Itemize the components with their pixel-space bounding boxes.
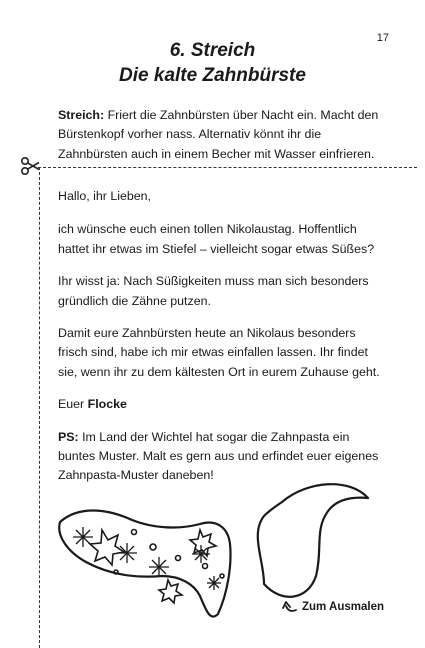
coloring-hint-label: Zum Ausmalen [302,601,385,613]
letter-paragraph-2: Ihr wisst ja: Nach Süßigkeiten muss man sich besonders gründlich die Zähne putzen. [58,274,369,308]
letter-closing [58,395,386,414]
letter-paragraph-3: Damit eure Zahnbürsten heute an Nikolaus besonders frisch sind, habe ich mir etwas einfallen lassen. Ihr findet sie, wenn ihr zu dem kältesten Ort in eurem Zuhause geht. [58,326,380,379]
scissors-icon [20,156,40,176]
instructions-text: Friert die Zahnbürsten über Nacht ein. Macht den Bürstenkopf vorher nass. Alternativ könnt ihr die Zahnbürsten auch in einem Becher mit Wasser einfrieren. [58,108,379,161]
letter-greeting: Hallo, ihr Lieben, [58,189,151,203]
letter [58,187,386,499]
ps-label: PS: [58,429,79,444]
letter-signature: Flocke [87,397,127,412]
patterned-toothpaste-swirl [59,511,230,617]
ps-text: Im Land der Wichtel hat sogar die Zahnpasta ein buntes Muster. Malt es gern aus und erfindet euer eigenes Zahnpasta-Muster daneben! [58,429,379,483]
coloring-hint [282,600,384,614]
instructions-label: Streich: [58,108,105,122]
toothpaste-illustrations [50,472,425,648]
letter-paragraph-1: ich wünsche euch einen tollen Nikolaustag. Hoffentlich hattet ihr etwas im Stiefel – vielleicht sogar etwas Süßes? [58,222,375,256]
prank-instructions [58,106,393,164]
cut-line-vertical [39,167,40,648]
title-line-2: Die kalte Zahnbürste [119,65,306,86]
title-line-1: 6. Streich [169,40,256,61]
page-title [0,38,425,88]
closing-prefix: Euer [58,397,88,412]
cut-line-horizontal [38,167,417,168]
page-number: 17 [376,32,389,44]
curved-arrow-icon [282,600,298,614]
blank-toothpaste-swirl [258,484,368,597]
